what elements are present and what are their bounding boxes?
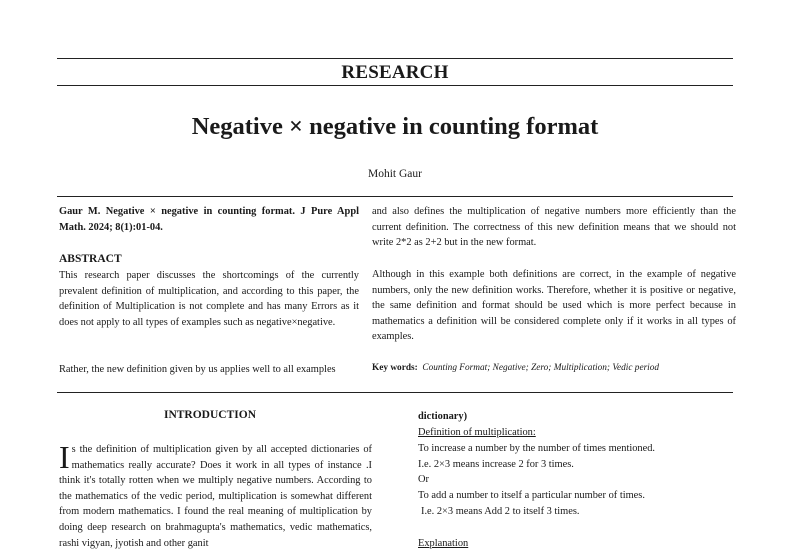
definition-heading: Definition of multiplication: xyxy=(418,427,536,438)
article-title: Negative × negative in counting format xyxy=(191,113,599,140)
abstract-top-rule xyxy=(57,196,733,197)
introduction-paragraph xyxy=(59,439,372,551)
definition-line-2: I.e. 2×3 means increase 2 for 3 times. xyxy=(418,459,574,470)
keywords-value: Counting Format; Negative; Zero; Multiplication; Vedic period xyxy=(422,363,660,373)
abstract-bottom-rule xyxy=(57,392,733,393)
definition-or: Or xyxy=(418,474,429,485)
citation: Gaur M. Negative × negative in counting format. J Pure Appl Math. 2024; 8(1):01-04. xyxy=(59,206,359,233)
keywords xyxy=(372,363,736,373)
drop-cap: I xyxy=(59,439,70,475)
introduction-text: s the definition of multiplication given by all accepted dictionaries of mathematics really accurate? Does it work in all types of instance .I think it's totally rotten when we multiply negative numbers. According to the mathematics of the vedic period, multiplication is somewhat different from modern mathematics. I found the real meaning of multiplication by doing deep research on brahmagupta's mathematics, vedic mathematics, rashi vigyan, jyotish and other ganit xyxy=(59,444,372,549)
definition-line-3: To add a number to itself a particular number of times. xyxy=(418,490,645,501)
abstract-paragraph-1: This research paper discusses the shortcomings of the currently prevalent definition of multiplication, and according to this paper, the definition of Multiplication is not complete and has many Errors as it does not apply to all types of examples such as negative×negative. xyxy=(59,270,359,328)
abstract-heading: ABSTRACT xyxy=(59,253,122,265)
abstract-paragraph-2: Rather, the new definition given by us applies well to all examples xyxy=(59,364,336,375)
dictionary-fragment: dictionary) xyxy=(418,411,468,422)
abstract-paragraph-4: Although in this example both definitions are correct, in the example of negative numbers, only the new definition works. Therefore, whether it is positive or negative, the same definition and format should be used which is more perfect because in mathematics a definition will be considered complete only if it works in all types of examples. xyxy=(372,269,736,343)
author-name: Mohit Gaur xyxy=(368,168,422,180)
definition-line-4: I.e. 2×3 means Add 2 to itself 3 times. xyxy=(421,506,580,517)
section-label: RESEARCH xyxy=(341,62,449,83)
abstract-paragraph-3: and also defines the multiplication of negative numbers more efficiently than the current definition. The correctness of this new definition means that we should not write 2*2 as 2+2 but in the new format. xyxy=(372,206,736,249)
keywords-label: Key words: xyxy=(372,363,418,373)
section-rule xyxy=(57,85,733,86)
introduction-heading: INTRODUCTION xyxy=(163,409,256,421)
definition-line-1: To increase a number by the number of times mentioned. xyxy=(418,443,656,454)
explanation-heading: Explanation xyxy=(418,538,469,549)
top-rule xyxy=(57,58,733,59)
